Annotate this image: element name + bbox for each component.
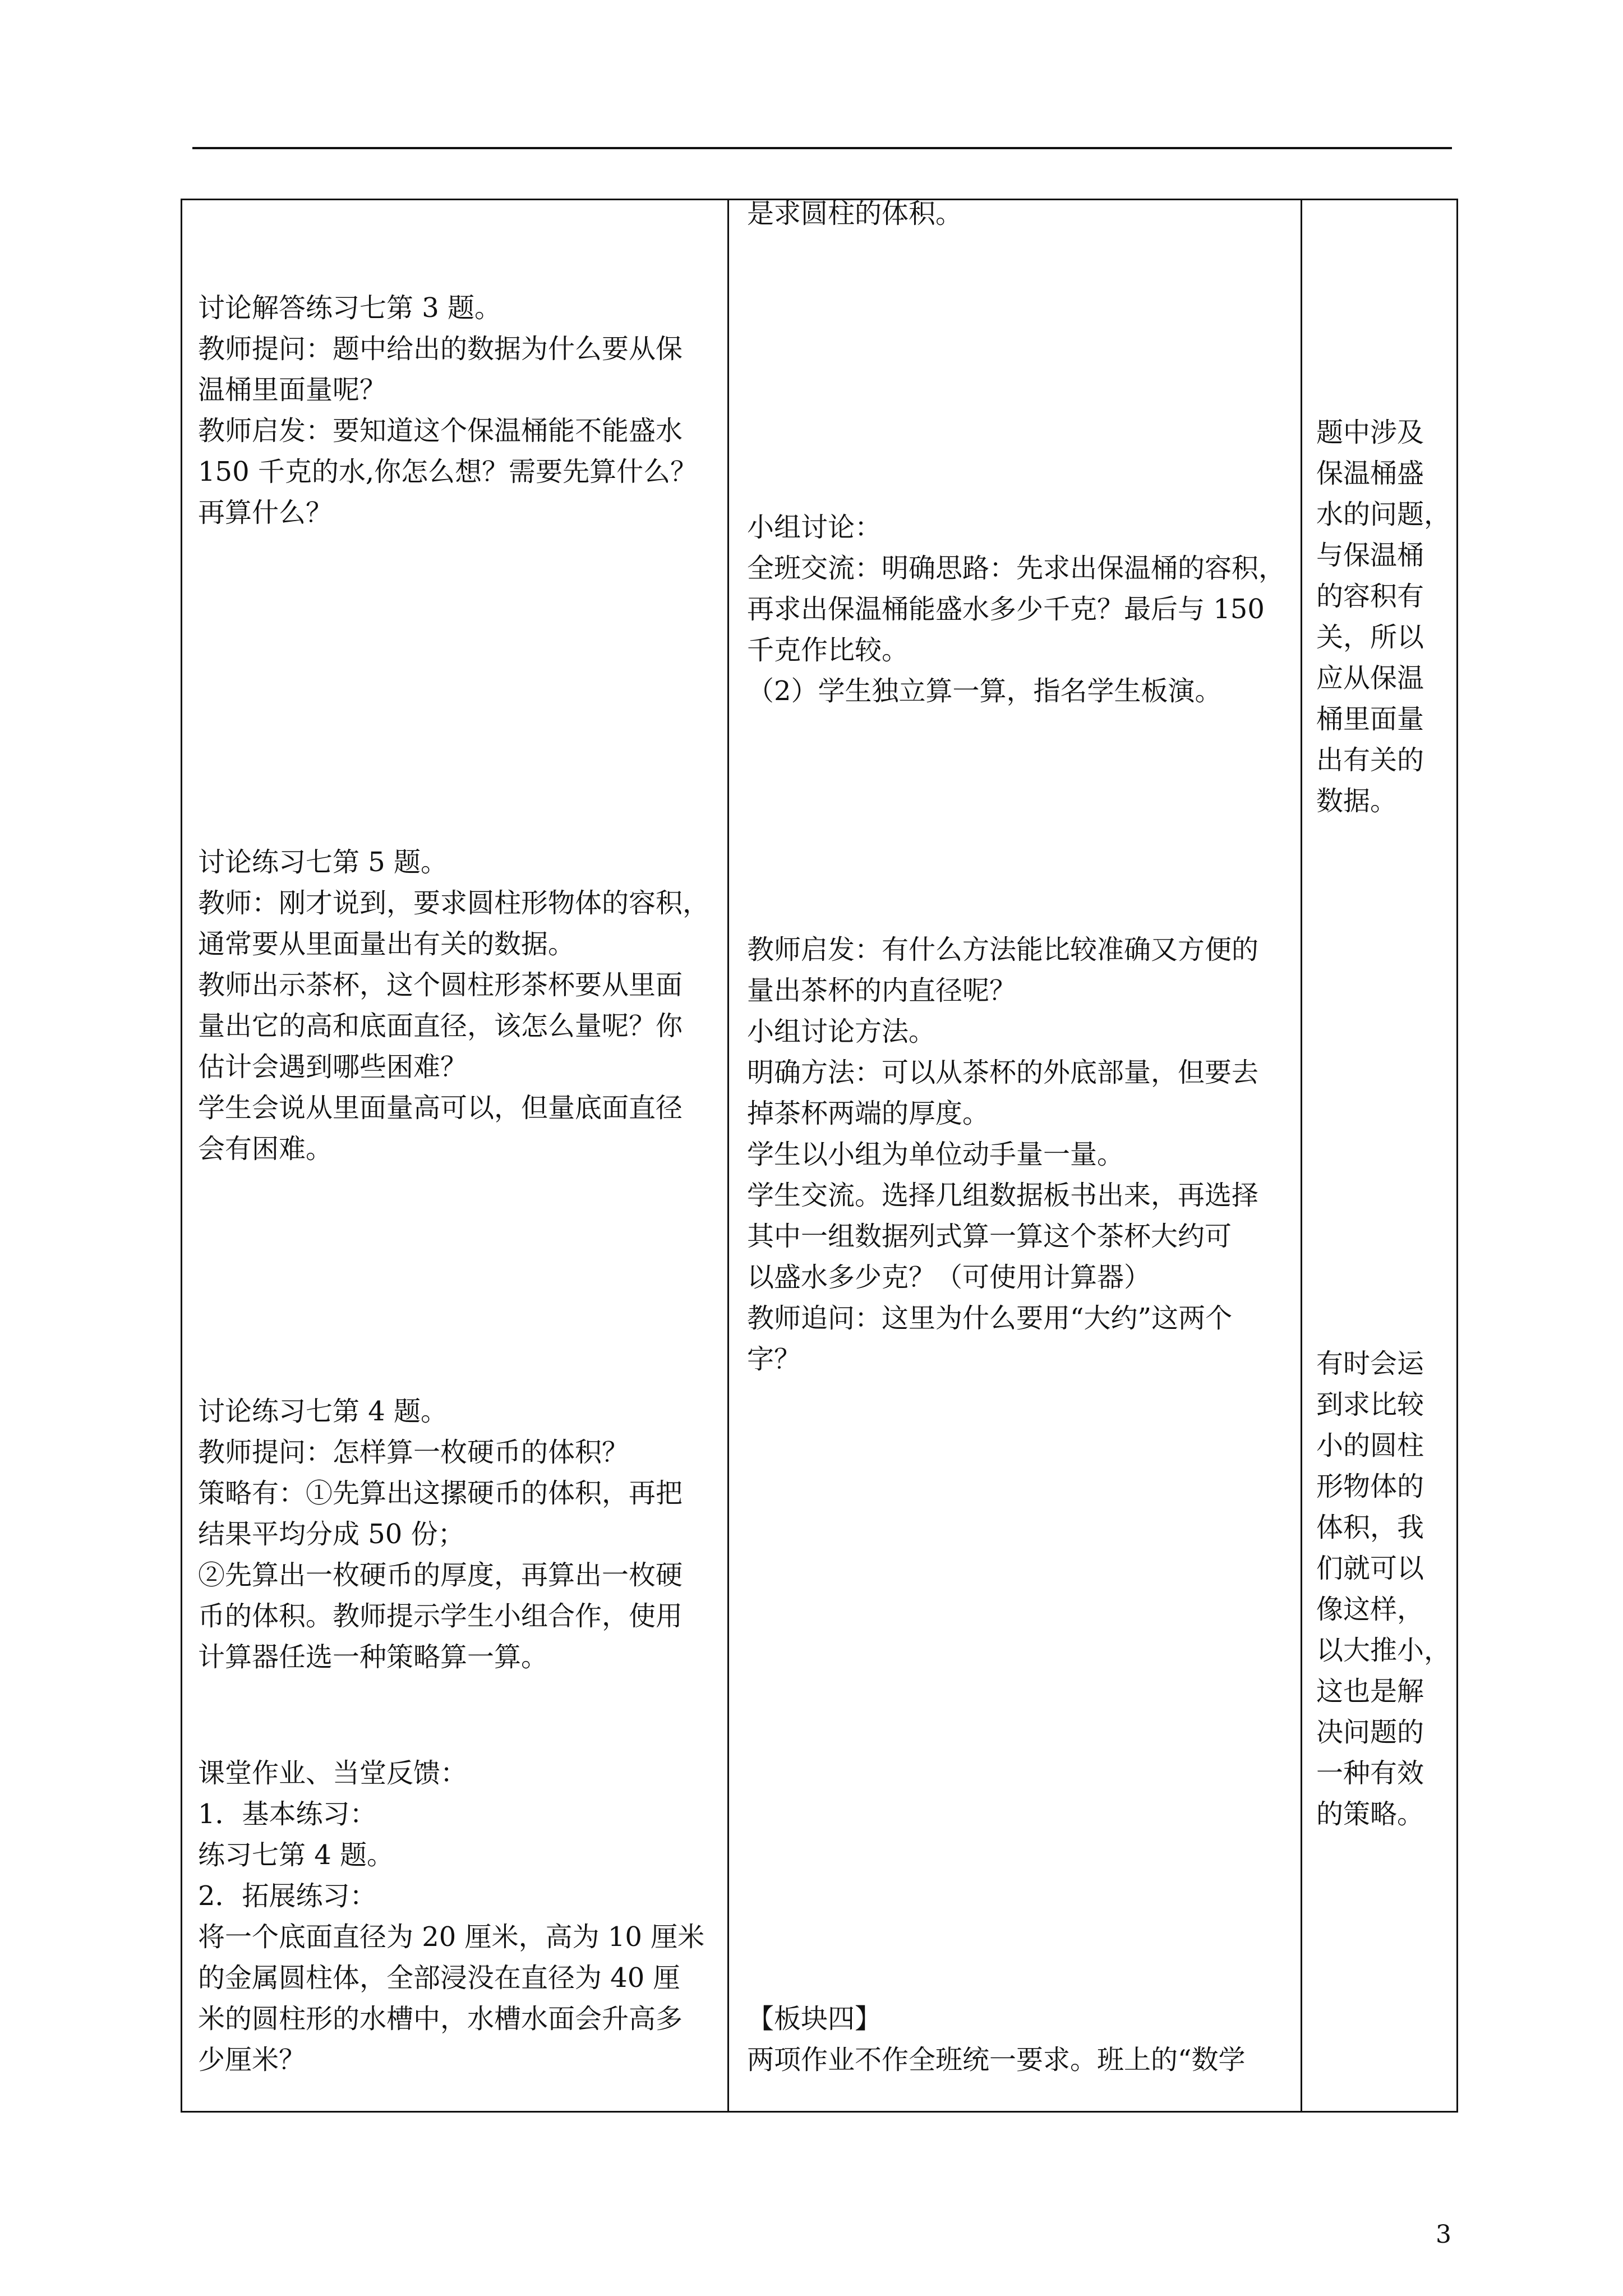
- page-number: 3: [1436, 2220, 1451, 2249]
- text-line: 量出它的高和底面直径，该怎么量呢？你: [198, 1010, 683, 1042]
- text-line: 桶里面量: [1316, 703, 1424, 735]
- text-line: 是求圆柱的体积。: [747, 198, 963, 229]
- text-line: 以大推小，: [1316, 1635, 1451, 1666]
- text-line: 小的圆柱: [1316, 1430, 1424, 1461]
- text-line: 将一个底面直径为 20 厘米，高为 10 厘米: [198, 1921, 705, 1953]
- text-line: 两项作业不作全班统一要求。班上的“数学: [747, 2044, 1246, 2076]
- design-intent-column: [1302, 200, 1456, 2111]
- text-line: 练习七第 4 题。: [198, 1839, 394, 1871]
- text-line: 像这样，: [1316, 1594, 1424, 1625]
- text-line: 学生会说从里面量高可以，但量底面直径: [198, 1092, 683, 1124]
- text-line: 再算什么？: [198, 497, 333, 528]
- text-line: 保温桶盛: [1316, 458, 1424, 489]
- text-line: 结果平均分成 50 份；: [198, 1519, 465, 1550]
- text-line: 们就可以: [1316, 1553, 1424, 1584]
- text-line: 小组讨论：: [747, 512, 882, 543]
- text-line: 掉茶杯两端的厚度。: [747, 1098, 990, 1129]
- text-line: 温桶里面量呢？: [198, 374, 387, 406]
- text-line: 应从保温: [1316, 662, 1424, 694]
- text-line: 全班交流：明确思路：先求出保温桶的容积，: [747, 553, 1286, 584]
- text-line: 题中涉及: [1316, 417, 1424, 448]
- text-line: 策略有：①先算出这摞硬币的体积，再把: [198, 1478, 683, 1509]
- text-line: 字？: [747, 1343, 801, 1375]
- text-line: 教师：刚才说到，要求圆柱形物体的容积，: [198, 887, 710, 919]
- text-line: 再求出保温桶能盛水多少千克？最后与 150: [747, 593, 1265, 625]
- text-line: 讨论解答练习七第 3 题。: [198, 292, 502, 324]
- text-line: 形物体的: [1316, 1471, 1424, 1502]
- text-line: 千克作比较。: [747, 634, 909, 666]
- text-line: 有时会运: [1316, 1348, 1424, 1379]
- text-line: 学生交流。选择几组数据板书出来，再选择: [747, 1180, 1259, 1211]
- text-line: 2．拓展练习：: [198, 1880, 377, 1912]
- text-line: 教师出示茶杯，这个圆柱形茶杯要从里面: [198, 969, 683, 1001]
- text-line: 的容积有: [1316, 581, 1424, 612]
- student-activity-column: [729, 200, 1301, 2111]
- text-line: 币的体积。教师提示学生小组合作，使用: [198, 1600, 683, 1632]
- teaching-process-column: [182, 200, 727, 2111]
- text-line: 学生以小组为单位动手量一量。: [747, 1139, 1124, 1170]
- text-line: 会有困难。: [198, 1133, 333, 1165]
- text-line: 教师启发：有什么方法能比较准确又方便的: [747, 934, 1259, 965]
- text-line: ②先算出一枚硬币的厚度，再算出一枚硬: [198, 1559, 683, 1591]
- text-line: 数据。: [1316, 785, 1398, 817]
- text-line: 计算器任选一种策略算一算。: [198, 1641, 548, 1673]
- text-line: 150 千克的水,你怎么想？需要先算什么？: [198, 456, 698, 487]
- text-line: 教师提问：怎样算一枚硬币的体积？: [198, 1437, 629, 1468]
- text-line: 其中一组数据列式算一算这个茶杯大约可: [747, 1221, 1232, 1252]
- text-line: 通常要从里面量出有关的数据。: [198, 928, 575, 960]
- text-line: 关，所以: [1316, 622, 1424, 653]
- text-line: 教师提问：题中给出的数据为什么要从保: [198, 333, 683, 365]
- text-line: 米的圆柱形的水槽中，水槽水面会升高多: [198, 2003, 683, 2035]
- text-line: 讨论练习七第 5 题。: [198, 846, 448, 878]
- text-line: 水的问题，: [1316, 499, 1451, 530]
- header-rule: [192, 147, 1452, 149]
- text-line: 这也是解: [1316, 1676, 1424, 1707]
- text-line: 1．基本练习：: [198, 1798, 377, 1830]
- text-line: 量出茶杯的内直径呢？: [747, 975, 1017, 1006]
- text-line: 小组讨论方法。: [747, 1016, 936, 1047]
- lesson-table: [181, 199, 1458, 2113]
- text-line: 课堂作业、当堂反馈：: [198, 1757, 468, 1789]
- text-line: 【板块四】: [747, 2003, 882, 2035]
- text-line: 的策略。: [1316, 1798, 1424, 1830]
- text-line: 一种有效: [1316, 1757, 1424, 1789]
- text-line: 出有关的: [1316, 744, 1424, 776]
- text-line: 到求比较: [1316, 1389, 1424, 1420]
- text-line: 以盛水多少克？（可使用计算器）: [747, 1262, 1151, 1293]
- text-line: （2）学生独立算一算，指名学生板演。: [747, 675, 1222, 707]
- text-line: 估计会遇到哪些困难？: [198, 1051, 468, 1083]
- text-line: 教师追问：这里为什么要用“大约”这两个: [747, 1303, 1233, 1334]
- text-line: 明确方法：可以从茶杯的外底部量，但要去: [747, 1057, 1259, 1088]
- text-line: 体积，我: [1316, 1512, 1424, 1543]
- text-line: 决问题的: [1316, 1717, 1424, 1748]
- text-line: 的金属圆柱体，全部浸没在直径为 40 厘: [198, 1962, 680, 1994]
- text-line: 教师启发：要知道这个保温桶能不能盛水: [198, 415, 683, 447]
- text-line: 与保温桶: [1316, 540, 1424, 571]
- text-line: 少厘米？: [198, 2044, 306, 2076]
- text-line: 讨论练习七第 4 题。: [198, 1396, 448, 1427]
